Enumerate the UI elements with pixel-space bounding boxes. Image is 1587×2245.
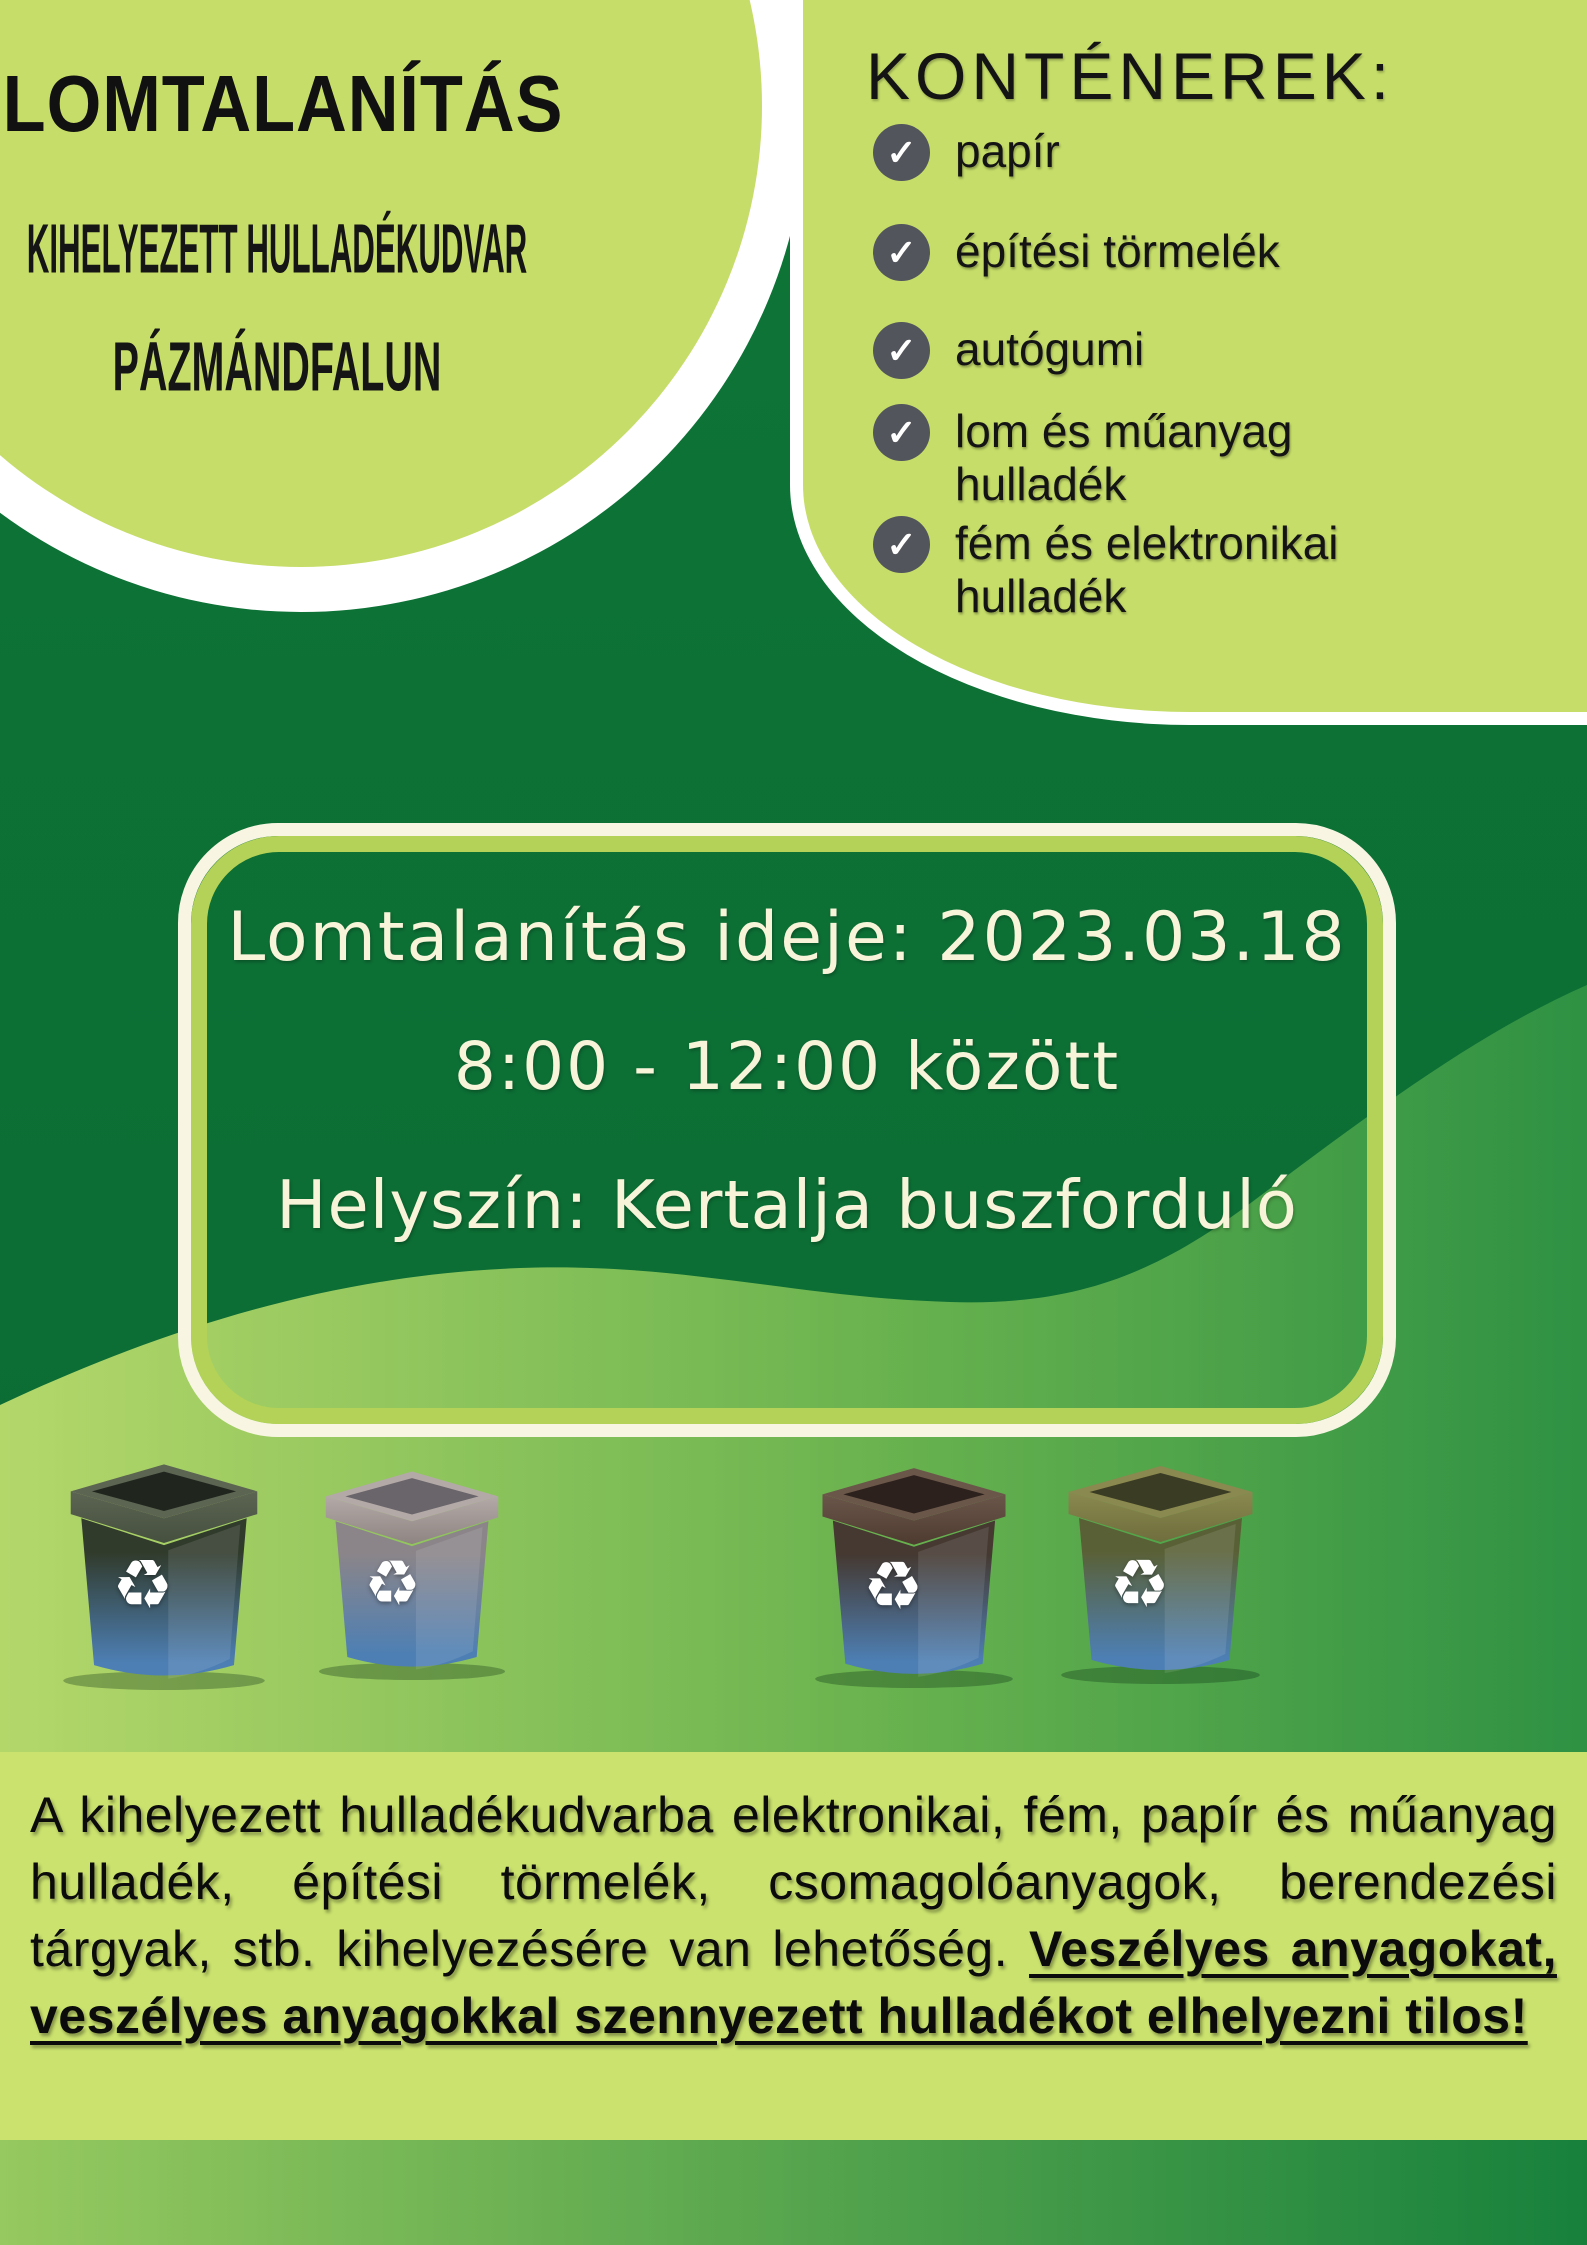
recycle-bin-brown xyxy=(810,1456,1018,1688)
checklist-item-label: papír xyxy=(955,125,1060,177)
schedule-date: Lomtalanítás ideje: 2023.03.18 xyxy=(227,898,1347,977)
recycle-bin-dark-green xyxy=(58,1452,270,1690)
poster-subtitle-2: PÁZMÁNDFALUN xyxy=(112,328,442,406)
recycle-icon: ♻ xyxy=(364,1547,421,1621)
footer-warning-text: Veszélyes anyagokat, veszélyes anyagokkal szennyezett hulladékot elhelyezni tilos! xyxy=(30,1921,1557,2044)
footer-band xyxy=(0,1752,1587,2140)
check-icon: ✓ xyxy=(873,224,930,281)
recycle-bin-olive xyxy=(1056,1454,1265,1684)
schedule-location: Helyszín: Kertalja buszforduló xyxy=(276,1166,1298,1244)
checklist-item xyxy=(873,224,1435,281)
check-icon: ✓ xyxy=(873,124,930,181)
poster-subtitle-1: KIHELYEZETT HULLADÉKUDVAR xyxy=(26,210,528,288)
footer-text: A kihelyezett hulladékudvarba elektronikai, fém, papír és műanyag hulladék, építési törmelék, csomagolóanyagok, berendezési tárgyak, stb. kihelyezésére van lehetőség. xyxy=(30,1787,1557,1977)
footer-paragraph xyxy=(0,1752,1587,2050)
containers-panel xyxy=(790,0,1587,725)
checklist-item xyxy=(873,404,1435,511)
checklist-item xyxy=(873,124,1435,181)
check-icon: ✓ xyxy=(873,404,930,461)
schedule-time: 8:00 - 12:00 között xyxy=(453,1028,1121,1105)
checklist-item xyxy=(873,322,1435,379)
containers-heading: KONTÉNEREK: xyxy=(866,39,1395,113)
bottom-gradient-bar xyxy=(0,2140,1587,2245)
checklist-item-label: építési törmelék xyxy=(955,225,1280,277)
schedule-card xyxy=(178,823,1396,1437)
checklist-item-label: fém és elektronikai hulladék xyxy=(955,517,1339,622)
recycle-icon: ♻ xyxy=(863,1547,924,1626)
check-icon: ✓ xyxy=(873,322,930,379)
check-icon: ✓ xyxy=(873,516,930,573)
recycle-bin-gray xyxy=(314,1460,510,1680)
checklist-item-label: autógumi xyxy=(955,323,1145,375)
checklist-item-label: lom és műanyag hulladék xyxy=(955,405,1293,510)
poster-title: LOMTALANÍTÁS xyxy=(2,59,564,148)
checklist-item xyxy=(873,516,1435,623)
recycle-icon: ♻ xyxy=(112,1545,174,1625)
recycle-icon: ♻ xyxy=(1109,1544,1170,1623)
